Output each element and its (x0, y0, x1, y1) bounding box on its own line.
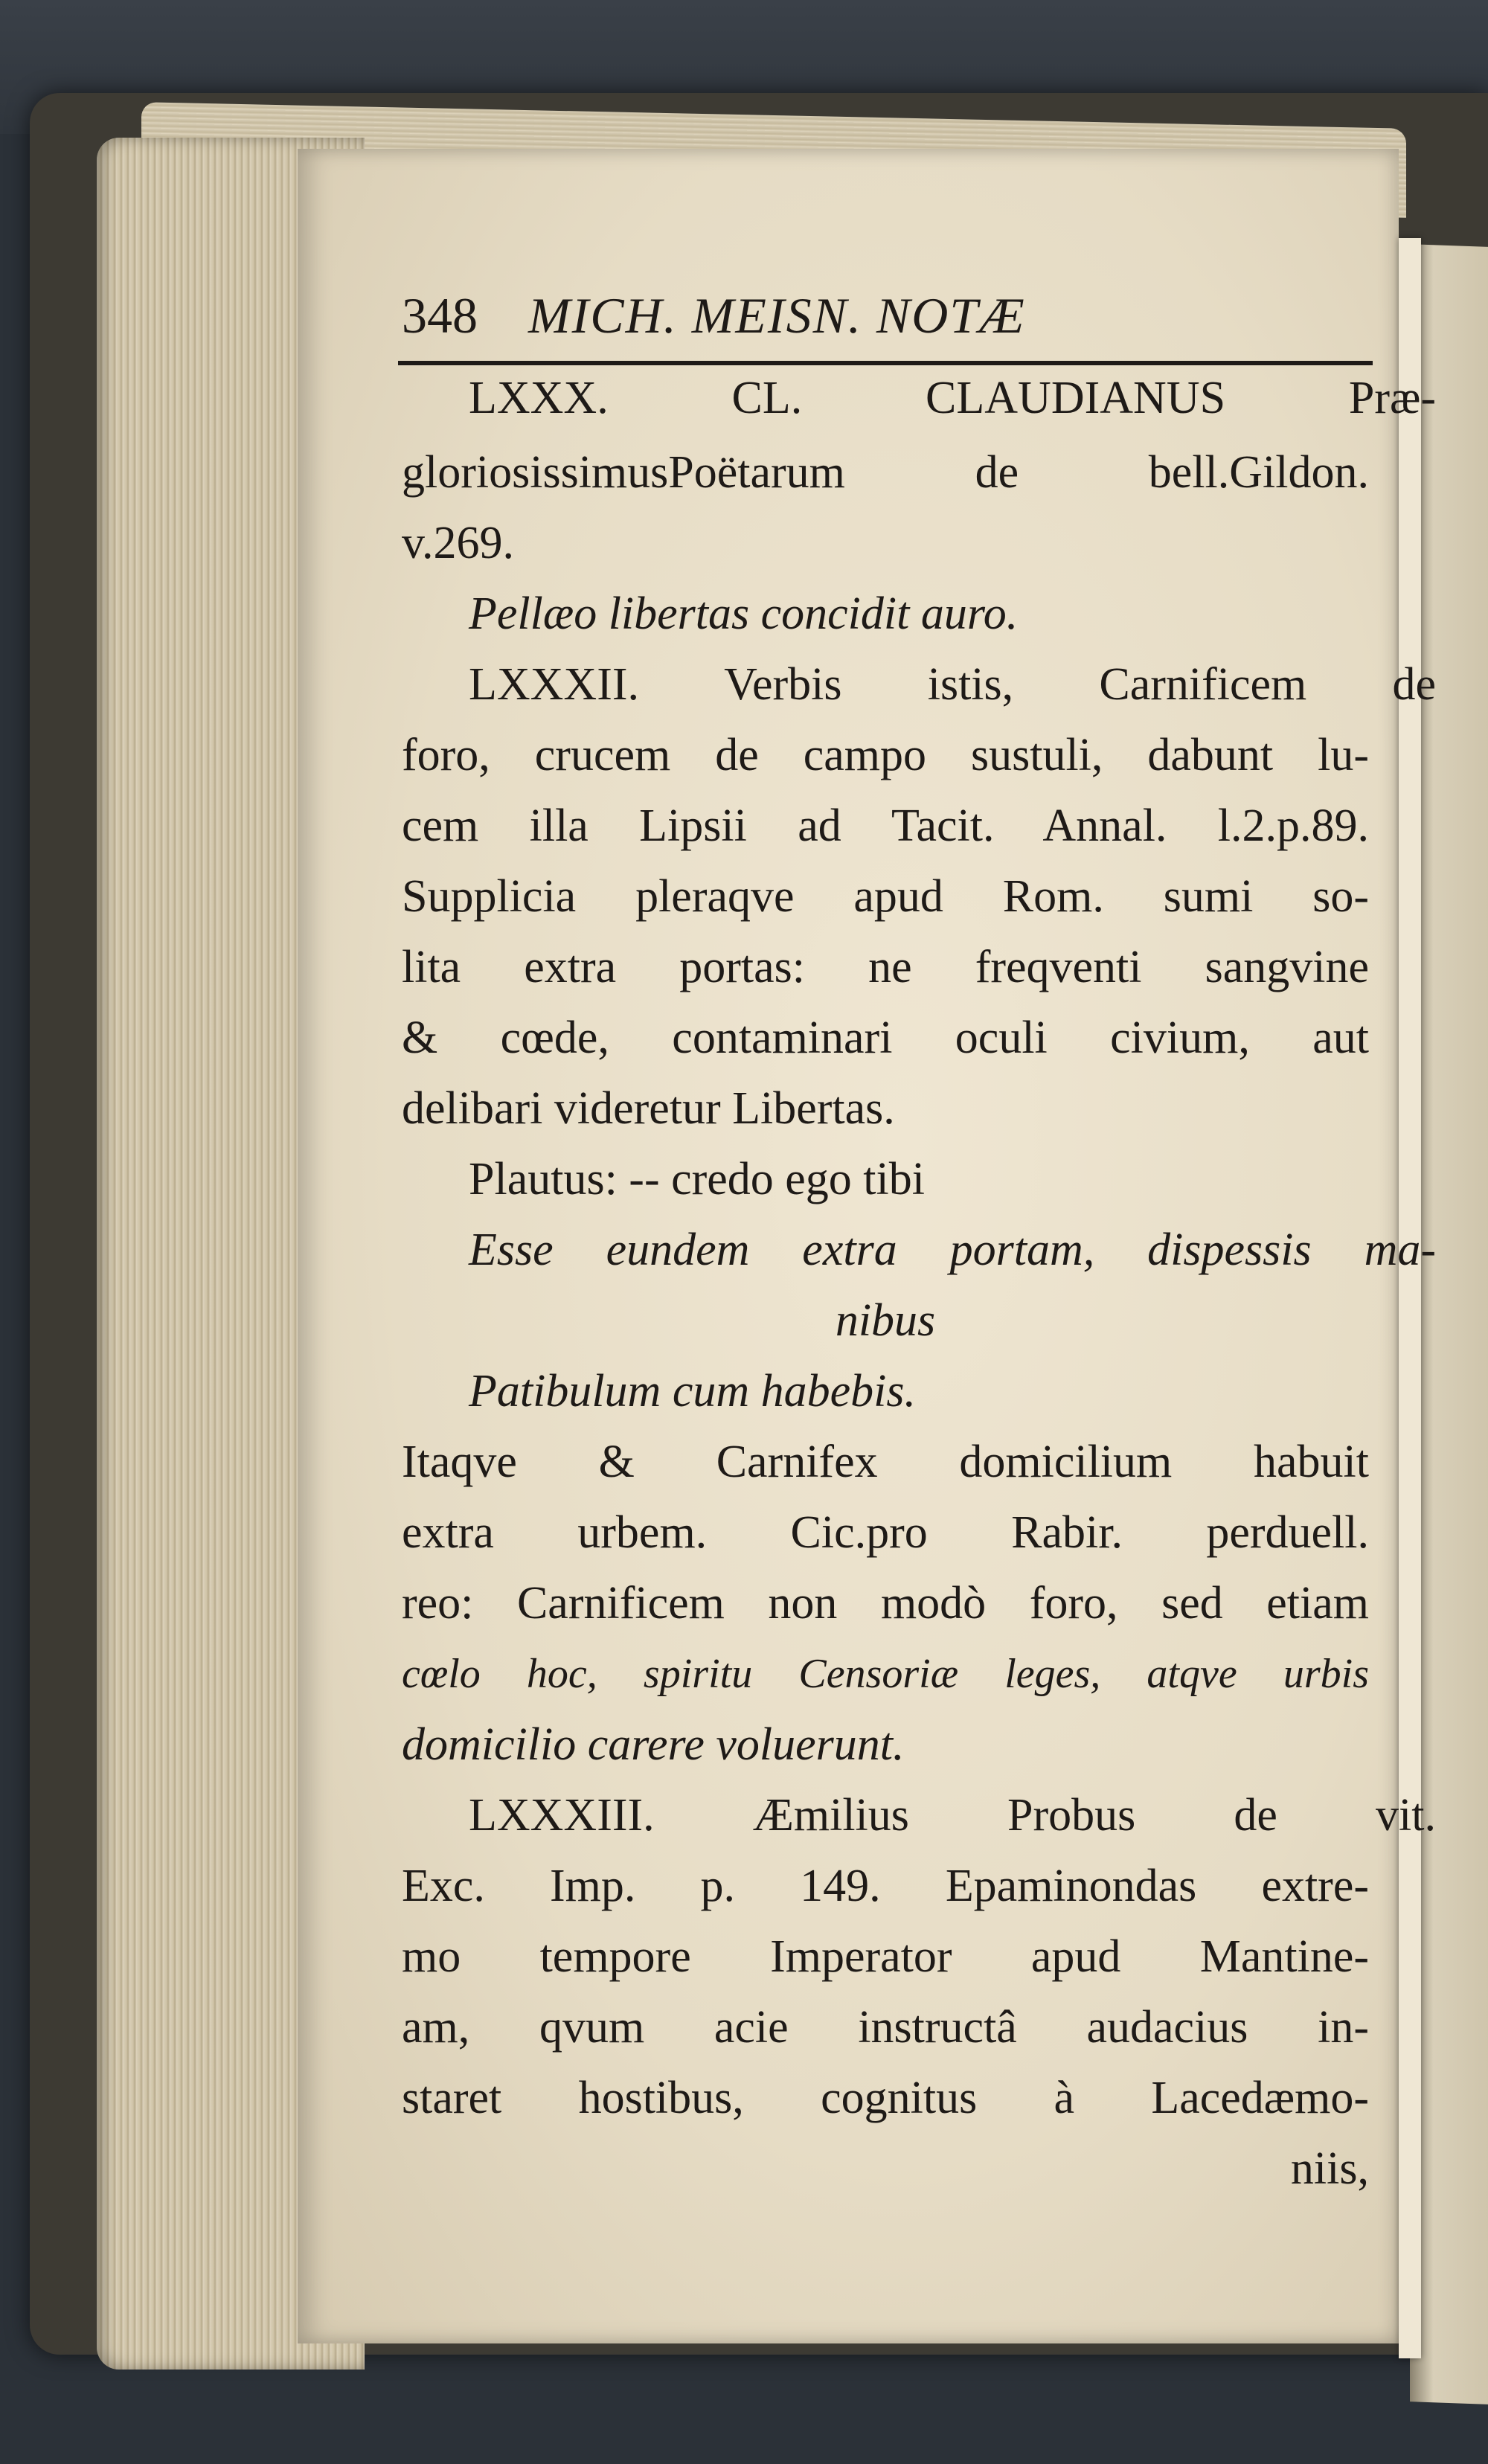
text-line: Supplicia pleraqve apud Rom. sumi so- (402, 871, 1369, 922)
text-line: v.269. (402, 518, 514, 568)
text-line: cem illa Lipsii ad Tacit. Annal. l.2.p.89. (402, 801, 1369, 851)
text-line: LXXXII. Verbis istis, Carnificem de (469, 659, 1436, 710)
text-line: mo tempore Imperator apud Mantine- (402, 1931, 1369, 1982)
text-line: & cœde, contaminari oculi civium, aut (402, 1013, 1369, 1063)
text-line: extra urbem. Cic.pro Rabir. perduell. (402, 1507, 1369, 1558)
text-line: LXXX. CL. CLAUDIANUS Præ- (469, 373, 1436, 423)
text-line: gloriosissimusPoëtarum de bell.Gildon. (402, 447, 1369, 498)
text-line: lita extra portas: ne freqventi sangvine (402, 942, 1369, 992)
text-line: am, qvum acie instructâ audacius in- (402, 2002, 1369, 2053)
text-line: reo: Carnificem non modò foro, sed etiam (402, 1578, 1369, 1629)
text-line: domicilio carere voluerunt. (402, 1719, 905, 1770)
facing-page-edge (1399, 238, 1421, 2358)
text-line: staret hostibus, cognitus à Lacedæmo- (402, 2073, 1369, 2123)
text-line: foro, crucem de campo sustuli, dabunt lu- (402, 730, 1369, 780)
text-line: delibari videretur Libertas. (402, 1083, 895, 1134)
running-head: MICH. MEISN. NOTÆ (528, 287, 1026, 344)
text-line: Exc. Imp. p. 149. Epaminondas extre- (402, 1861, 1369, 1911)
text-line: Itaqve & Carnifex domicilium habuit (402, 1437, 1369, 1487)
text-line: Esse eundem extra portam, dispessis ma- (469, 1225, 1436, 1275)
text-line: cœlo hoc, spiritu Censoriæ leges, atqve urbis (402, 1651, 1369, 1697)
text-line: Patibulum cum habebis. (469, 1366, 916, 1417)
text-line: Plautus: -- credo ego tibi (469, 1154, 925, 1204)
page-number: 348 (402, 287, 478, 344)
text-line: LXXXIII. Æmilius Probus de vit. (469, 1790, 1436, 1841)
facing-page (1410, 244, 1488, 2404)
page-header (402, 286, 1369, 353)
text-line: nibus (835, 1295, 936, 1346)
text-line: Pellæo libertas concidit auro. (469, 588, 1019, 639)
catchword: niis, (1290, 2143, 1369, 2194)
